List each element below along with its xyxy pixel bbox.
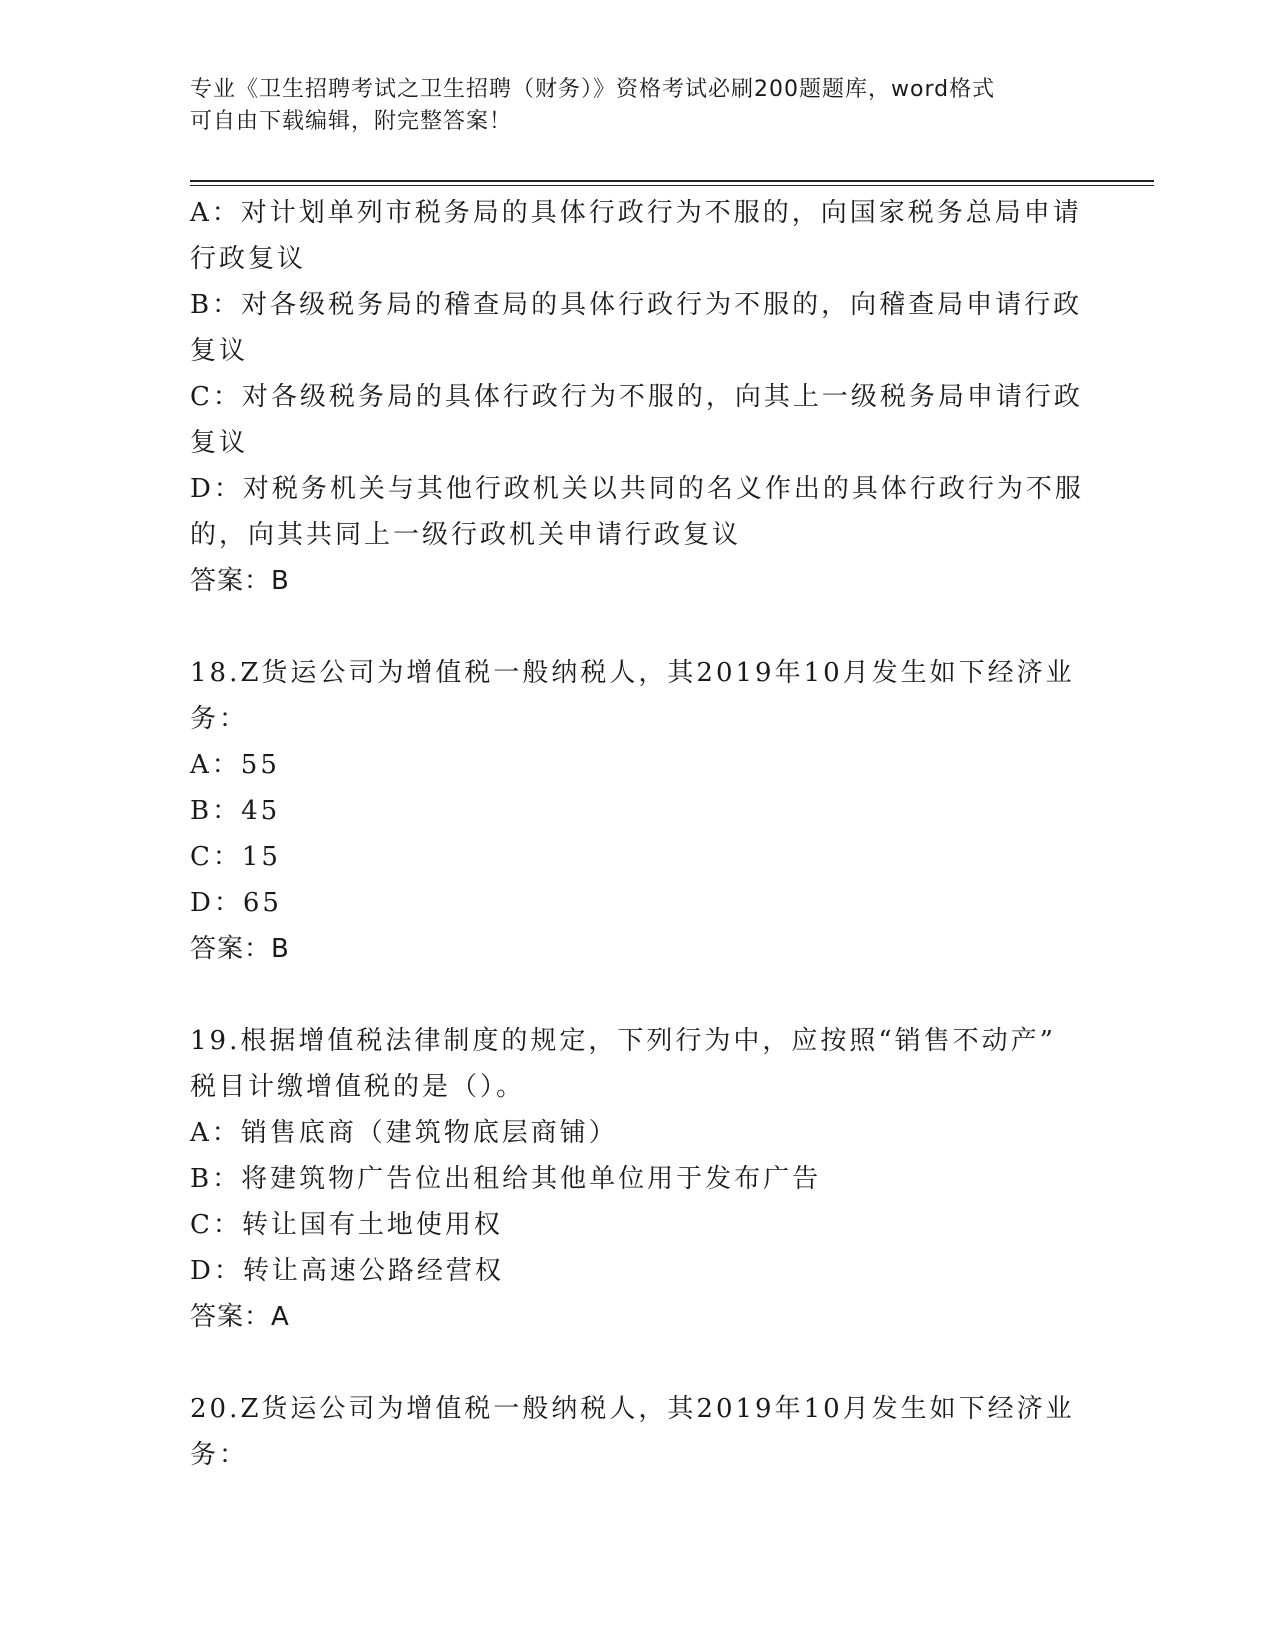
header-divider-thick: [190, 180, 1154, 182]
answer-19: 答案：A: [190, 1302, 290, 1332]
option-b-line-2: 复议: [190, 336, 249, 366]
question-20: [190, 1386, 1090, 1478]
question-20-stem-line-2: 务：: [190, 1440, 249, 1470]
option-c: C：15: [190, 842, 281, 872]
header-line-1: 专业《卫生招聘考试之卫生招聘（财务）》资格考试必刷200题题库，word格式: [190, 77, 996, 102]
document-header: [190, 74, 1090, 138]
question-19-stem-line-1: 19.根据增值税法律制度的规定，下列行为中，应按照“销售不动产”: [190, 1026, 1056, 1056]
option-c-line-2: 复议: [190, 428, 249, 458]
question-20-stem-line-1: 20.Z货运公司为增值税一般纳税人，其2019年10月发生如下经济业: [190, 1394, 1075, 1424]
option-d: D：转让高速公路经营权: [190, 1256, 504, 1286]
option-d-line-2: 的，向其共同上一级行政机关申请行政复议: [190, 520, 742, 550]
answer-18: 答案：B: [190, 934, 290, 964]
option-c-line-1: C：对各级税务局的具体行政行为不服的，向其上一级税务局申请行政: [190, 382, 1083, 412]
option-d: D：65: [190, 888, 282, 918]
spacer: [190, 1340, 1090, 1386]
option-b: B：将建筑物广告位出租给其他单位用于发布广告: [190, 1164, 822, 1194]
question-18: [190, 650, 1090, 972]
header-divider-thin: [190, 185, 1154, 186]
option-a-line-1: A：对计划单列市税务局的具体行政行为不服的，向国家税务总局申请: [190, 198, 1082, 228]
question-19: [190, 1018, 1090, 1340]
option-c: C：转让国有土地使用权: [190, 1210, 503, 1240]
question-18-stem-line-1: 18.Z货运公司为增值税一般纳税人，其2019年10月发生如下经济业: [190, 658, 1075, 688]
question-17-options: [190, 190, 1090, 604]
question-content: [190, 190, 1090, 1478]
spacer: [190, 972, 1090, 1018]
question-19-stem-line-2: 税目计缴增值税的是（）。: [190, 1072, 526, 1102]
question-18-stem-line-2: 务：: [190, 704, 249, 734]
answer-17: 答案：B: [190, 566, 290, 596]
option-b-line-1: B：对各级税务局的稽查局的具体行政行为不服的，向稽查局申请行政: [190, 290, 1083, 320]
option-a: A：55: [190, 750, 280, 780]
option-a-line-2: 行政复议: [190, 244, 307, 274]
option-b: B：45: [190, 796, 281, 826]
header-line-2: 可自由下载编辑，附完整答案！: [190, 109, 513, 134]
option-a: A：销售底商（建筑物底层商铺）: [190, 1118, 618, 1148]
option-d-line-1: D：对税务机关与其他行政机关以共同的名义作出的具体行政行为不服: [190, 474, 1084, 504]
spacer: [190, 604, 1090, 650]
